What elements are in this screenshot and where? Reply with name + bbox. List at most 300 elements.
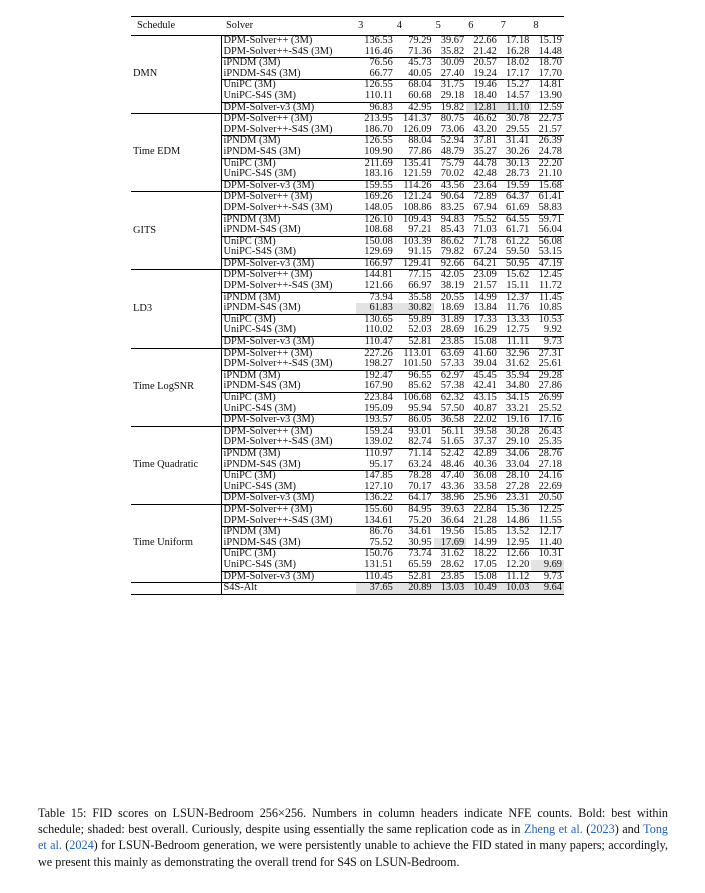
fid-value-cell: 129.69 <box>364 246 393 258</box>
fid-value-cell: 22.20 <box>531 158 564 169</box>
fid-value-cell: 26.39 <box>531 136 564 147</box>
fid-value-cell: 131.51 <box>364 558 393 570</box>
fid-value-cell: 17.17 <box>505 67 530 79</box>
fid-value-cell: 147.85 <box>356 471 395 482</box>
caption-text: ) for LSUN-Bedroom generation, we were persistently unable to achieve the FID stated in many papers; accordingly, we present this mainly as demonstrating the overall trend for S4S on LSUN-Bedroom. <box>38 838 669 869</box>
solver-name: UniPC (3M) <box>221 549 356 560</box>
fid-value-cell: 113.01 <box>395 348 434 359</box>
fid-value-cell: 20.55 <box>434 292 467 303</box>
fid-value-cell: 193.57 <box>356 415 395 427</box>
fid-value-cell: 59.89 <box>395 314 434 325</box>
fid-value-cell: 22.73 <box>531 114 564 125</box>
fid-value-cell: 11.76 <box>506 302 530 314</box>
fid-value-cell: 27.28 <box>505 480 530 492</box>
solver-name: DPM-Solver-v3 (3M) <box>221 102 356 114</box>
fid-value-cell: 34.80 <box>505 380 530 392</box>
fid-value-cell: 90.64 <box>434 192 467 203</box>
fid-value-cell: 76.56 <box>356 58 395 69</box>
solver-name: UniPC (3M) <box>221 471 356 482</box>
fid-value-cell: 35.27 <box>473 145 497 157</box>
solver-name: iPNDM-S4S (3M) <box>223 67 301 79</box>
solver-name: DPM-Solver++ (3M) <box>221 270 356 281</box>
fid-value-cell: 91.15 <box>408 246 432 258</box>
fid-value-cell: 96.83 <box>356 102 395 114</box>
fid-value-cell: 43.20 <box>473 123 497 135</box>
fid-value-cell: 9.73 <box>531 337 564 349</box>
fid-value-cell: 75.52 <box>369 536 393 548</box>
fid-value-cell: 155.60 <box>356 504 395 515</box>
table-header-row <box>131 17 564 36</box>
fid-value-cell: 109.90 <box>364 145 393 157</box>
fid-value-cell: 64.37 <box>499 192 532 203</box>
fid-value-cell: 10.49 <box>466 583 499 595</box>
fid-value-cell: 35.94 <box>499 370 532 381</box>
fid-value-cell: 22.02 <box>466 415 499 427</box>
fid-value-cell: 85.43 <box>440 224 465 236</box>
fid-value-cell: 37.37 <box>473 436 497 448</box>
fid-value-cell: 15.62 <box>499 270 532 281</box>
solver-name: iPNDM (3M) <box>221 214 356 225</box>
fid-value-cell: 25.52 <box>538 402 562 414</box>
fid-value-cell: 11.72 <box>539 280 562 292</box>
fid-value-cell: 79.29 <box>408 35 432 46</box>
fid-value-cell: 19.56 <box>434 527 467 538</box>
fid-value-cell: 75.20 <box>408 514 432 526</box>
solver-name: UniPC-S4S (3M) <box>223 168 296 180</box>
fid-value-cell: 12.45 <box>531 270 564 281</box>
fid-value-cell: 110.97 <box>356 448 395 459</box>
solver-name: UniPC-S4S (3M) <box>223 480 296 492</box>
fid-value-cell: 77.15 <box>395 270 434 281</box>
fid-value-cell: 18.40 <box>473 89 497 101</box>
fid-value-cell: 11.12 <box>499 571 532 583</box>
fid-value-cell: 17.33 <box>466 314 499 325</box>
fid-value-cell: 126.10 <box>356 214 395 225</box>
fid-value-cell: 127.10 <box>364 480 393 492</box>
fid-value-cell: 50.95 <box>499 258 532 270</box>
fid-value-cell: 10.31 <box>531 549 564 560</box>
fid-value-cell: 30.28 <box>499 426 532 437</box>
fid-value-cell: 15.36 <box>499 504 532 515</box>
fid-value-cell: 72.89 <box>466 192 499 203</box>
fid-value-cell: 17.05 <box>473 558 497 570</box>
table-row <box>131 348 564 359</box>
citation-year-link[interactable]: 2024 <box>69 838 94 853</box>
fid-value-cell: 20.50 <box>531 493 564 505</box>
fid-value-cell: 38.19 <box>440 280 465 292</box>
fid-value-cell: 15.68 <box>531 180 564 192</box>
fid-value-cell: 23.31 <box>499 493 532 505</box>
fid-value-cell: 43.56 <box>434 180 467 192</box>
fid-value-cell: 108.86 <box>403 201 432 213</box>
citation-link[interactable]: Zheng et al. <box>524 822 583 837</box>
fid-value-cell: 150.76 <box>356 549 395 560</box>
fid-value-cell: 28.76 <box>531 448 564 459</box>
solver-name: iPNDM (3M) <box>221 370 356 381</box>
fid-value-cell: 48.79 <box>440 145 465 157</box>
fid-value-cell: 93.01 <box>395 426 434 437</box>
fid-value-cell: 18.69 <box>440 302 465 314</box>
fid-value-cell: 39.58 <box>466 426 499 437</box>
fid-value-cell: 71.78 <box>466 236 499 247</box>
fid-value-cell: 66.97 <box>408 280 432 292</box>
table-row <box>131 36 564 47</box>
solver-name: S4S-Alt <box>221 583 356 595</box>
fid-value-cell: 198.27 <box>364 358 393 370</box>
fid-value-cell: 108.68 <box>364 224 393 236</box>
fid-value-cell: 82.74 <box>408 436 432 448</box>
fid-value-cell: 95.94 <box>408 402 432 414</box>
fid-value-cell: 26.43 <box>531 426 564 437</box>
fid-value-cell: 41.60 <box>466 348 499 359</box>
fid-value-cell: 62.97 <box>434 370 467 381</box>
fid-value-cell: 227.26 <box>356 348 395 359</box>
fid-value-cell: 40.05 <box>408 67 432 79</box>
schedule-label: Time EDM <box>131 114 221 192</box>
fid-value-cell: 126.55 <box>356 80 395 91</box>
fid-value-cell: 42.95 <box>395 102 434 114</box>
fid-value-cell: 45.73 <box>395 58 434 69</box>
fid-value-cell: 12.95 <box>505 536 530 548</box>
fid-value-cell: 169.26 <box>356 192 395 203</box>
fid-value-cell: 64.55 <box>499 214 532 225</box>
fid-value-cell: 114.26 <box>395 180 434 192</box>
solver-name: iPNDM-S4S (3M) <box>223 458 301 470</box>
fid-value-cell: 52.42 <box>434 448 467 459</box>
solver-name: DPM-Solver++-S4S (3M) <box>223 201 333 213</box>
fid-value-cell: 19.46 <box>466 80 499 91</box>
fid-value-cell: 14.86 <box>505 514 530 526</box>
fid-value-cell: 56.04 <box>538 224 562 236</box>
fid-value-cell: 16.28 <box>505 45 530 57</box>
solver-name: UniPC (3M) <box>221 314 356 325</box>
solver-name: DPM-Solver-v3 (3M) <box>221 180 356 192</box>
fid-value-cell: 148.05 <box>364 201 393 213</box>
fid-value-cell: 17.18 <box>505 35 530 46</box>
fid-value-cell: 66.77 <box>369 67 393 79</box>
fid-value-cell: 12.17 <box>531 527 564 538</box>
fid-value-cell: 136.22 <box>356 493 395 505</box>
solver-name: iPNDM-S4S (3M) <box>223 380 301 392</box>
caption-text: ( <box>61 838 70 853</box>
fid-value-cell: 139.02 <box>364 436 393 448</box>
fid-value-cell: 15.19 <box>538 35 562 46</box>
fid-value-cell: 13.84 <box>473 302 497 314</box>
fid-value-cell: 31.89 <box>434 314 467 325</box>
fid-value-cell: 121.24 <box>395 192 434 203</box>
fid-value-cell: 14.81 <box>531 80 564 91</box>
fid-value-cell: 45.45 <box>466 370 499 381</box>
fid-value-cell: 25.61 <box>538 358 562 370</box>
fid-value-cell: 14.57 <box>505 89 530 101</box>
fid-value-cell: 94.83 <box>434 214 467 225</box>
fid-value-cell: 46.62 <box>466 114 499 125</box>
fid-value-cell: 67.24 <box>473 246 497 258</box>
fid-value-cell: 71.14 <box>395 448 434 459</box>
fid-value-cell: 183.16 <box>364 168 393 180</box>
fid-value-cell: 10.53 <box>531 314 564 325</box>
fid-value-cell: 223.84 <box>356 393 395 404</box>
fid-value-cell: 84.95 <box>395 504 434 515</box>
fid-value-cell: 34.61 <box>395 527 434 538</box>
fid-value-cell: 31.62 <box>505 358 530 370</box>
fid-value-cell: 40.87 <box>473 402 497 414</box>
fid-value-cell: 33.21 <box>505 402 530 414</box>
schedule-column-header: Schedule <box>131 17 221 36</box>
fid-value-cell: 95.17 <box>369 458 393 470</box>
solver-name: iPNDM (3M) <box>221 58 356 69</box>
fid-value-cell: 12.20 <box>505 558 530 570</box>
fid-value-cell: 56.08 <box>531 236 564 247</box>
solver-name: UniPC (3M) <box>221 80 356 91</box>
fid-value-cell: 11.11 <box>499 337 532 349</box>
table-body <box>131 36 564 595</box>
fid-value-cell: 61.83 <box>356 303 395 314</box>
solver-name: DPM-Solver++ (3M) <box>221 426 356 437</box>
fid-value-cell: 211.69 <box>356 158 395 169</box>
fid-value-cell: 40.36 <box>473 458 497 470</box>
solver-name: DPM-Solver-v3 (3M) <box>221 571 356 583</box>
fid-value-cell: 11.45 <box>531 292 564 303</box>
table-caption <box>38 805 668 870</box>
fid-value-cell: 12.66 <box>499 549 532 560</box>
solver-name: DPM-Solver++-S4S (3M) <box>223 436 333 448</box>
fid-value-cell: 13.90 <box>538 89 562 101</box>
fid-value-cell: 14.48 <box>538 45 562 57</box>
fid-value-cell: 116.46 <box>364 45 393 57</box>
fid-value-cell: 31.62 <box>434 549 467 560</box>
fid-value-cell: 77.86 <box>408 145 432 157</box>
fid-value-cell: 19.82 <box>434 102 467 114</box>
schedule-label: GITS <box>131 192 221 270</box>
fid-value-cell: 129.41 <box>395 258 434 270</box>
fid-value-cell: 52.03 <box>408 324 432 336</box>
fid-value-cell: 62.32 <box>434 393 467 404</box>
fid-value-cell: 186.70 <box>364 123 393 135</box>
fid-value-cell: 9.92 <box>543 324 562 336</box>
fid-value-cell: 192.47 <box>356 370 395 381</box>
fid-value-cell: 110.45 <box>356 571 395 583</box>
fid-value-cell: 15.27 <box>499 80 532 91</box>
fid-value-cell: 92.66 <box>434 258 467 270</box>
fid-value-cell: 43.15 <box>466 393 499 404</box>
fid-value-cell: 15.08 <box>466 337 499 349</box>
fid-value-cell: 73.94 <box>356 292 395 303</box>
fid-value-cell: 134.61 <box>364 514 393 526</box>
fid-value-cell: 13.03 <box>434 583 467 595</box>
fid-value-cell: 59.71 <box>531 214 564 225</box>
nfe-column-header: 8 <box>531 17 564 36</box>
fid-value-cell: 42.05 <box>434 270 467 281</box>
solver-name: UniPC (3M) <box>221 236 356 247</box>
fid-value-cell: 17.16 <box>531 415 564 427</box>
fid-value-cell: 19.16 <box>499 415 532 427</box>
solver-name: DPM-Solver++ (3M) <box>221 114 356 125</box>
solver-name: DPM-Solver-v3 (3M) <box>221 415 356 427</box>
fid-value-cell: 80.75 <box>434 114 467 125</box>
citation-year-link[interactable]: 2023 <box>590 822 615 837</box>
fid-value-cell: 73.06 <box>440 123 465 135</box>
fid-value-cell: 19.59 <box>499 180 532 192</box>
fid-value-cell: 20.89 <box>395 583 434 595</box>
fid-value-cell: 21.57 <box>473 280 497 292</box>
solver-name: DPM-Solver++ (3M) <box>221 192 356 203</box>
fid-value-cell: 121.59 <box>403 168 432 180</box>
fid-value-cell: 30.13 <box>499 158 532 169</box>
fid-value-cell: 18.70 <box>531 58 564 69</box>
table-row <box>131 114 564 125</box>
nfe-column-header: 6 <box>466 17 499 36</box>
fid-value-cell: 28.10 <box>499 471 532 482</box>
fid-value-cell: 21.42 <box>473 45 497 57</box>
fid-value-cell: 33.58 <box>473 480 497 492</box>
fid-value-cell: 12.75 <box>505 324 530 336</box>
fid-value-cell: 126.55 <box>356 136 395 147</box>
fid-value-cell: 70.17 <box>408 480 432 492</box>
fid-value-cell: 22.66 <box>473 35 497 46</box>
fid-value-cell: 86.62 <box>434 236 467 247</box>
fid-value-cell: 14.99 <box>466 292 499 303</box>
fid-value-cell: 23.85 <box>434 337 467 349</box>
fid-value-cell: 97.21 <box>408 224 432 236</box>
solver-name: DPM-Solver-v3 (3M) <box>221 258 356 270</box>
fid-value-cell: 110.02 <box>364 324 393 336</box>
fid-results-table <box>131 16 564 595</box>
fid-value-cell: 13.52 <box>499 527 532 538</box>
fid-value-cell: 27.31 <box>531 348 564 359</box>
fid-value-cell: 121.66 <box>364 280 393 292</box>
solver-name: DPM-Solver++-S4S (3M) <box>223 123 333 135</box>
fid-value-cell: 109.43 <box>395 214 434 225</box>
fid-value-cell: 61.71 <box>505 224 530 236</box>
fid-value-cell: 39.67 <box>440 35 465 46</box>
solver-name: DPM-Solver++ (3M) <box>223 35 313 46</box>
schedule-label: LD3 <box>131 270 221 348</box>
fid-value-cell: 20.57 <box>466 58 499 69</box>
solver-name: UniPC (3M) <box>221 158 356 169</box>
fid-value-cell: 150.08 <box>356 236 395 247</box>
fid-value-cell: 68.04 <box>395 80 434 91</box>
fid-value-cell: 23.09 <box>466 270 499 281</box>
fid-value-cell: 63.24 <box>408 458 432 470</box>
schedule-label: DMN <box>131 36 221 114</box>
solver-name: iPNDM (3M) <box>221 136 356 147</box>
table-row <box>131 426 564 437</box>
fid-value-cell: 47.40 <box>434 471 467 482</box>
fid-value-cell: 30.09 <box>434 58 467 69</box>
solver-name: DPM-Solver++-S4S (3M) <box>223 358 333 370</box>
fid-value-cell: 23.64 <box>466 180 499 192</box>
fid-value-cell: 51.65 <box>440 436 465 448</box>
fid-value-cell: 47.19 <box>531 258 564 270</box>
fid-value-cell: 30.82 <box>395 303 434 314</box>
fid-value-cell: 85.62 <box>408 380 432 392</box>
fid-value-cell: 30.78 <box>499 114 532 125</box>
fid-value-cell: 52.81 <box>395 337 434 349</box>
nfe-column-header: 5 <box>434 17 467 36</box>
nfe-column-header: 7 <box>499 17 532 36</box>
fid-value-cell: 28.69 <box>440 324 465 336</box>
fid-value-cell: 110.11 <box>365 89 393 101</box>
schedule-label: Time Uniform <box>131 504 221 582</box>
fid-value-cell: 21.28 <box>473 514 497 526</box>
fid-value-cell: 14.99 <box>473 536 497 548</box>
fid-value-cell: 29.55 <box>505 123 530 135</box>
fid-value-cell: 42.41 <box>473 380 497 392</box>
fid-value-cell: 36.58 <box>434 415 467 427</box>
fid-value-cell: 44.78 <box>466 158 499 169</box>
fid-value-cell: 103.39 <box>395 236 434 247</box>
fid-value-cell: 61.41 <box>531 192 564 203</box>
fid-value-cell: 42.48 <box>473 168 497 180</box>
fid-value-cell: 60.68 <box>408 89 432 101</box>
fid-value-cell: 31.75 <box>434 80 467 91</box>
fid-value-cell: 31.41 <box>499 136 532 147</box>
solver-name: DPM-Solver-v3 (3M) <box>221 493 356 505</box>
caption-text: ( <box>582 822 591 837</box>
fid-value-cell: 30.26 <box>505 145 530 157</box>
solver-name: iPNDM (3M) <box>221 527 356 538</box>
fid-value-cell: 39.04 <box>473 358 497 370</box>
schedule-label-empty <box>131 583 221 595</box>
fid-value-cell: 79.82 <box>440 246 465 258</box>
fid-value-cell: 27.40 <box>440 67 465 79</box>
fid-value-cell: 61.22 <box>499 236 532 247</box>
fid-value-cell: 24.78 <box>538 145 562 157</box>
fid-value-cell: 9.64 <box>531 583 564 595</box>
nfe-column-header: 3 <box>356 17 395 36</box>
solver-name: DPM-Solver++-S4S (3M) <box>223 280 333 292</box>
solver-name: UniPC (3M) <box>221 393 356 404</box>
fid-value-cell: 110.47 <box>356 337 395 349</box>
fid-value-cell: 141.37 <box>395 114 434 125</box>
fid-value-cell: 75.79 <box>434 158 467 169</box>
fid-value-cell: 83.25 <box>440 201 465 213</box>
fid-value-cell: 43.36 <box>440 480 465 492</box>
fid-value-cell: 17.70 <box>538 67 562 79</box>
fid-value-cell: 21.10 <box>538 168 562 180</box>
fid-value-cell: 64.21 <box>466 258 499 270</box>
fid-value-cell: 52.94 <box>434 136 467 147</box>
fid-value-cell: 52.81 <box>395 571 434 583</box>
fid-value-cell: 18.02 <box>499 58 532 69</box>
fid-value-cell: 56.11 <box>434 426 467 437</box>
solver-name: DPM-Solver++-S4S (3M) <box>223 45 333 57</box>
fid-value-cell: 10.85 <box>538 302 562 314</box>
fid-value-cell: 38.96 <box>434 493 467 505</box>
fid-value-cell: 106.68 <box>395 393 434 404</box>
fid-value-cell: 25.96 <box>466 493 499 505</box>
fid-value-cell: 36.64 <box>440 514 465 526</box>
fid-value-cell: 70.02 <box>440 168 465 180</box>
fid-value-cell: 34.06 <box>499 448 532 459</box>
fid-value-cell: 57.38 <box>440 380 465 392</box>
fid-value-cell: 18.22 <box>466 549 499 560</box>
fid-value-cell: 53.15 <box>538 246 562 258</box>
fid-value-cell: 37.65 <box>356 583 395 595</box>
fid-value-cell: 25.35 <box>538 436 562 448</box>
fid-value-cell: 78.28 <box>395 471 434 482</box>
fid-value-cell: 166.97 <box>356 258 395 270</box>
fid-value-cell: 15.11 <box>506 280 530 292</box>
solver-name: iPNDM-S4S (3M) <box>223 145 301 157</box>
solver-name: iPNDM (3M) <box>221 448 356 459</box>
fid-value-cell: 24.16 <box>531 471 564 482</box>
fid-value-cell: 63.69 <box>434 348 467 359</box>
fid-value-cell: 12.25 <box>531 504 564 515</box>
citation-link[interactable]: Tong et al. <box>38 822 669 853</box>
fid-value-cell: 34.15 <box>499 393 532 404</box>
